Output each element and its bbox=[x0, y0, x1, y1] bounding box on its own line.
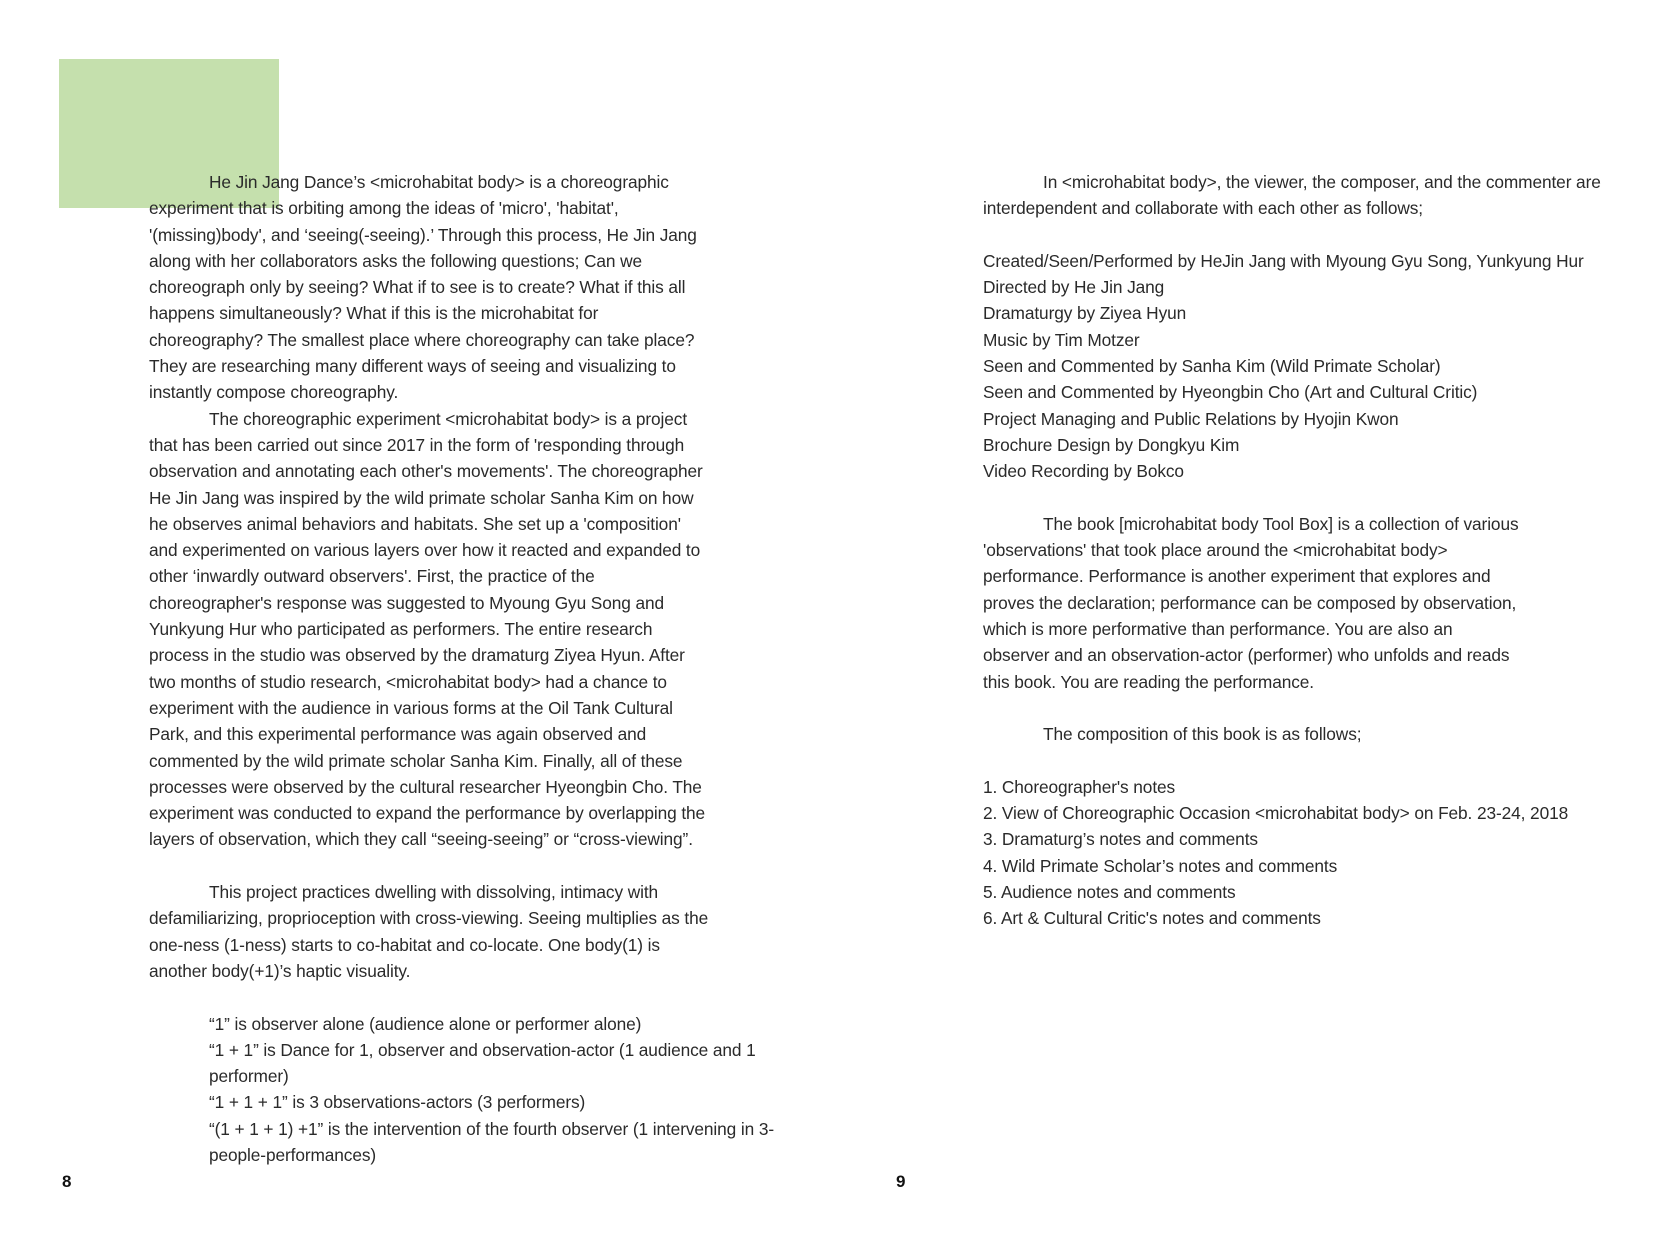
contents-item: 1. Choreographer's notes bbox=[983, 776, 1176, 797]
contents-item: 6. Art & Cultural Critic's notes and comments bbox=[983, 908, 1321, 929]
collaboration-intro: In <microhabitat body>, the viewer, the composer, and the commenter are interdependent and collaborate with each other as follows; bbox=[983, 172, 1601, 219]
credit-item: Created/Seen/Performed by HeJin Jang with Myoung Gyu Song, Yunkyung Hur bbox=[983, 250, 1584, 271]
contents-item: 4. Wild Primate Scholar’s notes and comments bbox=[983, 855, 1338, 876]
quote-item: “1 + 1” is Dance for 1, observer and observation-actor (1 audience and 1 performer) bbox=[209, 1039, 756, 1087]
book-contents-list bbox=[983, 774, 1643, 932]
quote-item: “(1 + 1 + 1) +1” is the intervention of the fourth observer (1 intervening in 3-people-performances) bbox=[209, 1118, 774, 1165]
book-description-paragraph: The book [microhabitat body Tool Box] is a collection of various 'observations' that took place around the <microhabitat body> performance. Performance is another experiment that explores and proves the declaration; performance can be composed by observation, which is more performative than performance. You are also an observer and an observation-actor (performer) who unfolds and reads this book. You are reading the performance. bbox=[983, 513, 1519, 692]
quote-item: “1” is observer alone (audience alone or performer alone) bbox=[209, 1013, 642, 1034]
observer-quote-list bbox=[209, 1011, 789, 1169]
credit-item: Brochure Design by Dongkyu Kim bbox=[983, 434, 1240, 455]
practice-paragraph: This project practices dwelling with dissolving, intimacy with defamiliarizing, proprioception with cross-viewing. Seeing multiplies as the one-ness (1-ness) starts to co-habitat and co-locate. One body(1) is another body(+1)’s haptic visuality. bbox=[149, 882, 709, 981]
credit-item: Dramaturgy by Ziyea Hyun bbox=[983, 303, 1187, 324]
credit-item: Video Recording by Bokco bbox=[983, 461, 1184, 482]
contents-item: 2. View of Choreographic Occasion <microhabitat body> on Feb. 23-24, 2018 bbox=[983, 803, 1569, 824]
right-page-number: 9 bbox=[896, 1172, 906, 1191]
right-page bbox=[983, 169, 1643, 932]
intro-paragraph: He Jin Jang Dance’s <microhabitat body> is a choreographic experiment that is orbiting among the ideas of 'micro', 'habitat', '(missing)body', and ‘seeing(-seeing).’ Through this process, He Jin Jang along with her collaborators asks the following questions; Can we choreograph only by seeing? What if to see is to create? What if this all happens simultaneously? What if this is the microhabitat for choreography? The smallest place where choreography can take place? They are researching many different ways of seeing and visualizing to instantly compose choreography. bbox=[149, 172, 697, 403]
contents-item: 5. Audience notes and comments bbox=[983, 882, 1236, 903]
experiment-paragraph: The choreographic experiment <microhabitat body> is a project that has been carried out since 2017 in the form of 'responding through observation and annotating each other's movements'. The choreographer He Jin Jang was inspired by the wild primate scholar Sanha Kim on how he observes animal behaviors and habitats. She set up a 'composition' and experimented on various layers over how it reacted and expanded to other ‘inwardly outward observers'. First, the practice of the choreographer's response was suggested to Myoung Gyu Song and Yunkyung Hur who participated as performers. The entire research process in the studio was observed by the dramaturg Ziyea Hyun. After two months of studio research, <microhabitat body> had a chance to experiment with the audience in various forms at the Oil Tank Cultural Park, and this experimental performance was again observed and commented by the wild primate scholar Sanha Kim. Finally, all of these processes were observed by the cultural researcher Hyeongbin Cho. The experiment was conducted to expand the performance by overlapping the layers of observation, which they call “seeing-seeing” or “cross-viewing”. bbox=[149, 408, 706, 850]
composition-intro: The composition of this book is as follows; bbox=[1043, 724, 1362, 745]
credits-list bbox=[983, 248, 1643, 485]
credit-item: Project Managing and Public Relations by Hyojin Kwon bbox=[983, 408, 1399, 429]
contents-item: 3. Dramaturg’s notes and comments bbox=[983, 829, 1258, 850]
credit-item: Music by Tim Motzer bbox=[983, 329, 1140, 350]
left-page-number: 8 bbox=[62, 1172, 72, 1191]
left-page bbox=[149, 169, 789, 1168]
credit-item: Seen and Commented by Sanha Kim (Wild Primate Scholar) bbox=[983, 356, 1441, 377]
credit-item: Directed by He Jin Jang bbox=[983, 277, 1165, 298]
credit-item: Seen and Commented by Hyeongbin Cho (Art and Cultural Critic) bbox=[983, 382, 1478, 403]
quote-item: “1 + 1 + 1” is 3 observations-actors (3 performers) bbox=[209, 1092, 586, 1113]
